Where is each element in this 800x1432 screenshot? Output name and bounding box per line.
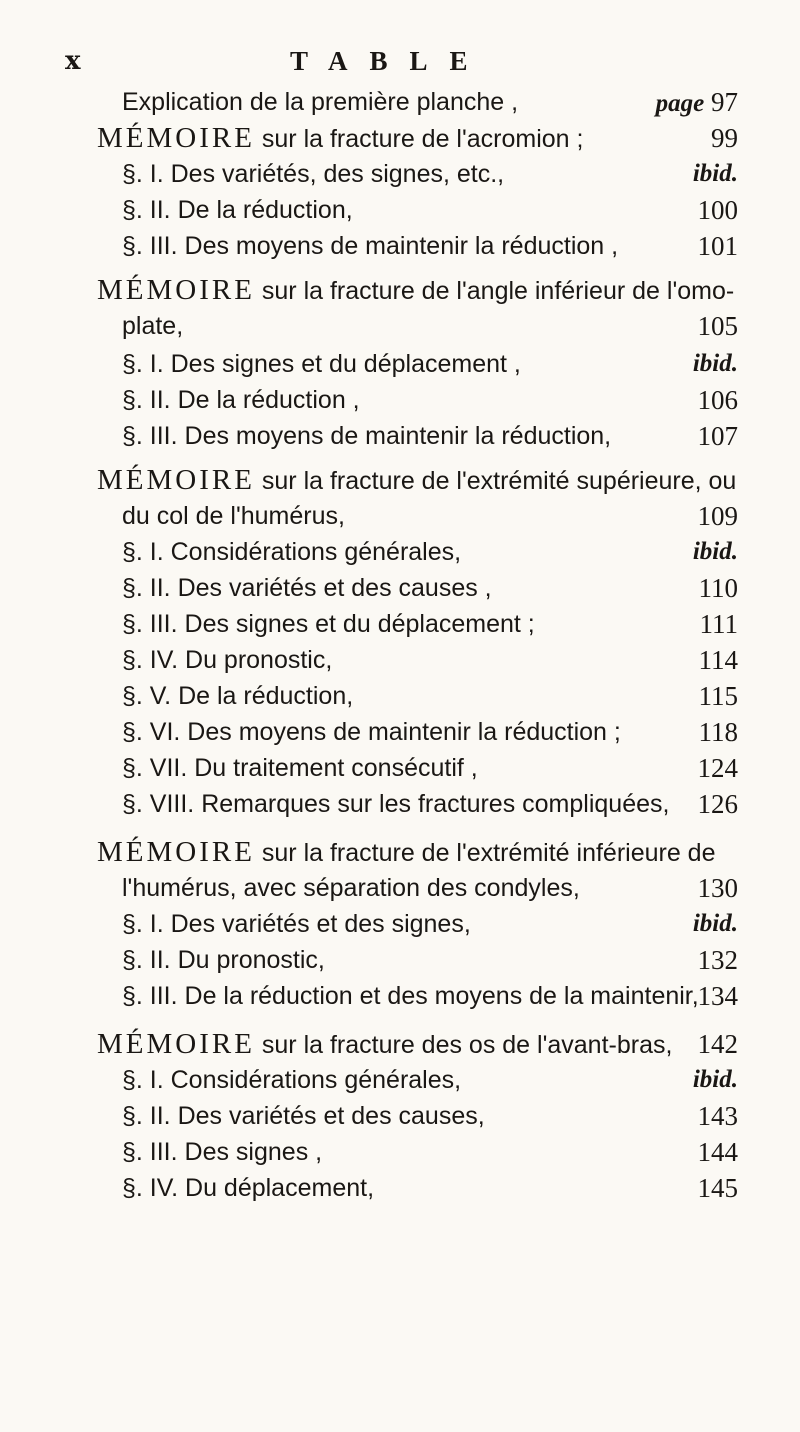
section-line (0, 192, 800, 228)
section-line (0, 346, 800, 382)
section-text: §. I. Considérations générales, (122, 1066, 462, 1094)
section-line (0, 418, 800, 454)
memoire-title (0, 1026, 800, 1062)
page-number: 105 (697, 311, 738, 341)
section-line (0, 678, 800, 714)
page-number: ibid. (692, 910, 738, 937)
page-number: 101 (697, 231, 738, 261)
section-line (0, 1062, 800, 1098)
memoire-word: MÉMOIRE (97, 836, 255, 868)
memoire-title (0, 834, 800, 870)
section-text: §. III. Des signes et du déplacement ; (122, 610, 535, 638)
memoire-subject: sur la fracture de l'angle inférieur de l'omo- (254, 277, 735, 305)
section-line (0, 534, 800, 570)
page-number: ibid. (692, 350, 738, 377)
continuation-text: du col de l'humérus, (122, 502, 345, 530)
page-number: 124 (697, 753, 738, 783)
section-line (0, 750, 800, 786)
section-text: §. IV. Du pronostic, (122, 646, 333, 674)
section-line (0, 570, 800, 606)
section-text: §. II. Des variétés et des causes , (122, 574, 492, 602)
running-title: TABLE (290, 46, 490, 76)
memoire-title (0, 120, 800, 156)
page-number: 107 (697, 421, 738, 451)
section-text: §. II. De la réduction , (122, 386, 360, 414)
section-line (0, 156, 800, 192)
page-number: ibid. (692, 160, 738, 187)
section-line (0, 1098, 800, 1134)
page-number: 142 (697, 1029, 738, 1059)
section-text: §. I. Des signes et du déplacement , (122, 350, 521, 378)
section-text: §. III. De la réduction et des moyens de la maintenir, (122, 982, 699, 1010)
section-text: §. VII. Du traitement consécutif , (122, 754, 478, 782)
memoire-subject: sur la fracture des os de l'avant-bras, (254, 1031, 673, 1059)
page-number: 106 (697, 385, 738, 415)
section-text: §. VI. Des moyens de maintenir la réduction ; (122, 718, 621, 746)
page-number: 99 (711, 123, 738, 153)
page-number: 118 (698, 717, 738, 747)
page-label: page (655, 90, 705, 117)
folio-number: x (65, 46, 81, 76)
section-text: §. I. Des variétés et des signes, (122, 910, 471, 938)
toc-line-text: Explication de la première planche , (122, 88, 519, 116)
page-number: 114 (698, 645, 738, 675)
section-text: §. II. Des variétés et des causes, (122, 1102, 485, 1130)
section-text: §. I. Considérations générales, (122, 538, 462, 566)
page-number: ibid. (692, 538, 738, 565)
page-number: 143 (697, 1101, 738, 1131)
continuation-text: l'humérus, avec séparation des condyles, (122, 874, 580, 902)
memoire-word: MÉMOIRE (97, 122, 255, 154)
page-header (0, 46, 800, 80)
page-number: ibid. (692, 1066, 738, 1093)
section-line (0, 714, 800, 750)
section-line (0, 1170, 800, 1206)
section-text: §. I. Des variétés, des signes, etc., (122, 160, 505, 188)
section-line (0, 978, 800, 1014)
section-text: §. III. Des signes , (122, 1138, 323, 1166)
page-number: 134 (697, 981, 738, 1011)
memoire-title-continuation (0, 870, 800, 906)
page-number: 110 (698, 573, 738, 603)
page-number: 130 (697, 873, 738, 903)
section-line (0, 786, 800, 822)
section-text: §. VIII. Remarques sur les fractures compliquées, (122, 790, 670, 818)
section-line (0, 642, 800, 678)
continuation-text: plate, (122, 312, 184, 340)
memoire-title (0, 462, 800, 498)
toc-line-plate-explanation (0, 84, 800, 120)
section-line (0, 906, 800, 942)
section-text: §. III. Des moyens de maintenir la réduction , (122, 232, 619, 260)
section-text: §. V. De la réduction, (122, 682, 354, 710)
page-number: 100 (697, 195, 738, 225)
section-line (0, 382, 800, 418)
memoire-title-continuation (0, 308, 800, 344)
page-number: 109 (697, 501, 738, 531)
section-text: §. III. Des moyens de maintenir la réduction, (122, 422, 612, 450)
page-number: 144 (697, 1137, 738, 1167)
memoire-title-continuation (0, 498, 800, 534)
page-number: 115 (698, 681, 738, 711)
memoire-word: MÉMOIRE (97, 1028, 255, 1060)
page-number: 97 (711, 87, 738, 117)
page-number: 132 (697, 945, 738, 975)
section-text: §. II. De la réduction, (122, 196, 353, 224)
memoire-subject: sur la fracture de l'acromion ; (254, 125, 584, 153)
page-ref (656, 84, 738, 122)
section-line (0, 1134, 800, 1170)
memoire-word: MÉMOIRE (97, 464, 255, 496)
memoire-word: MÉMOIRE (97, 274, 255, 306)
memoire-subject: sur la fracture de l'extrémité inférieure de (254, 839, 716, 867)
section-line (0, 228, 800, 264)
memoire-title (0, 272, 800, 308)
section-line (0, 942, 800, 978)
page-number: 145 (697, 1173, 738, 1203)
section-text: §. IV. Du déplacement, (122, 1174, 375, 1202)
section-text: §. II. Du pronostic, (122, 946, 325, 974)
memoire-subject: sur la fracture de l'extrémité supérieure, ou (254, 467, 737, 495)
page-number: 111 (699, 609, 738, 639)
section-line (0, 606, 800, 642)
page-number: 126 (697, 789, 738, 819)
